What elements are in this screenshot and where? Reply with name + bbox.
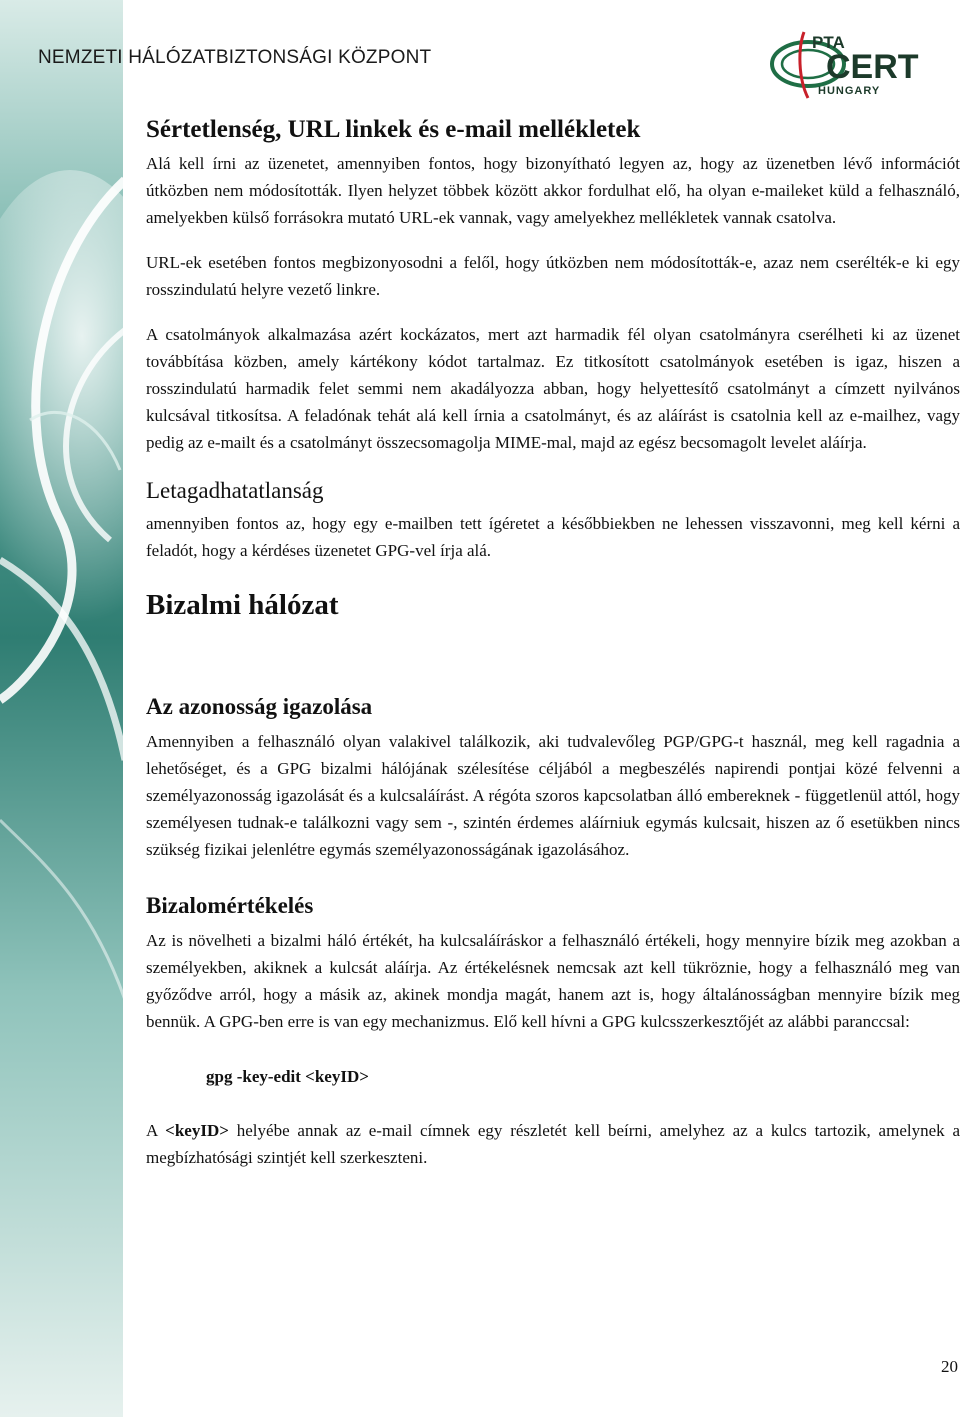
page-number: 20 — [941, 1357, 958, 1376]
decorative-background-art — [0, 0, 125, 1417]
logo-main-text: CERT — [826, 48, 919, 86]
inline-code: <keyID> — [165, 1121, 229, 1140]
heading-trust-network: Bizalmi hálózat — [146, 589, 339, 621]
command-line: gpg -key-edit <keyID> — [206, 1067, 369, 1086]
heading-nonrepudiation: Letagadhatatlanság — [146, 478, 324, 503]
pta-cert-hungary-logo — [768, 28, 950, 100]
logo-top-text: PTA — [812, 33, 845, 52]
paragraph: A csatolmányok alkalmazása azért kockázatos, mert azt harmadik fél olyan csatolmányra cserélheti ki az üzenet továbbítása közben, amely kártékony kódot tartalmaz. Ez titkosított csatolmányok esetében is igaz, hiszen a rosszindulatú harmadik felet semmi nem akadályozza abban, hogy helyettesítő csatolmányt a címzett nyilvános kulcsával titkosítsa. A feladónak tehát alá kell írnia a csatolmányt, és az aláírást is csatolnia kell az e-mailhez, vagy pedig az e-mailt és a csatolmányt összecsomagolja MIME-mal, majd az egész becsomagolt levelet aláírja. — [146, 325, 960, 452]
paragraph: Az is növelheti a bizalmi háló értékét, ha kulcsaláíráskor a felhasználó értékeli, hogy mennyire bízik meg azokban a személyekben, akiknek a kulcsát aláírja. Az értékelésnek nemcsak azt kell tükröznie, hogy a felhasználó meg van győződve arról, hogy a másik az, akinek mondja magát, hanem azt is, hogy általánosságban mennyire bízik meg bennük. A GPG-ben erre is van egy mechanizmus. Elő kell hívni a GPG kulcsszerkesztőjét az alábbi paranccsal: — [146, 931, 960, 1031]
paragraph-text: helyébe annak az e-mail címnek egy részletét kell beírni, amelyhez az a kulcs tartozik, amelynek a megbízhatósági szintjét kell szerkeszteni. — [146, 1121, 960, 1167]
header-org-name: NEMZETI HÁLÓZATBIZTONSÁGI KÖZPONT — [38, 47, 432, 68]
logo-bottom-text: HUNGARY — [818, 85, 881, 97]
paragraph: Amennyiben a felhasználó olyan valakivel találkozik, aki tudvalevőleg PGP/GPG-t használ, meg kell ragadnia a lehetőséget, és a GPG bizalmi hálójának szélesítése céljából a megbeszélés napirendi pontjai közé felvenni a személyazonosság igazolását és a kulcsaláírást. A régóta szoros kapcsolatban álló embereknek - függetlenül attól, hogy személyesen tudnak-e találkozni vagy sem -, szintén érdemes aláírniuk egymás kulcsait, hiszen az ő esetükben nincs szükség fizikai jelenlétre egymás személyazonosságának igazolásához. — [146, 732, 960, 859]
paragraph: amennyiben fontos az, hogy egy e-mailben tett ígéretet a későbbiekben ne lehessen visszavonni, meg kell kérni a feladót, hogy a kérdéses üzenetet GPG-vel írja alá. — [146, 514, 960, 560]
heading-identity: Az azonosság igazolása — [146, 694, 373, 719]
paragraph: Alá kell írni az üzenetet, amennyiben fontos, hogy bizonyítható legyen az, hogy az üzenetben lévő információt útközben nem módosították. Ilyen helyzet többek között akkor fordulhat elő, ha olyan e-maileket küld a felhasználó, amelyekben külső forrásokra mutató URL-ek vannak, vagy amelyekhez mellékletek vannak csatolva. — [146, 154, 960, 227]
heading-integrity: Sértetlenség, URL linkek és e-mail mellékletek — [146, 116, 641, 143]
paragraph — [146, 1117, 960, 1171]
paragraph-text: A — [146, 1121, 166, 1140]
heading-trust-rating: Bizalomértékelés — [146, 893, 314, 918]
document-body — [146, 116, 960, 1171]
paragraph: URL-ek esetében fontos megbizonyosodni a felől, hogy útközben nem módosították-e, azaz nem cserélték-e ki egy rosszindulatú helyre vezető linkre. — [146, 253, 960, 299]
